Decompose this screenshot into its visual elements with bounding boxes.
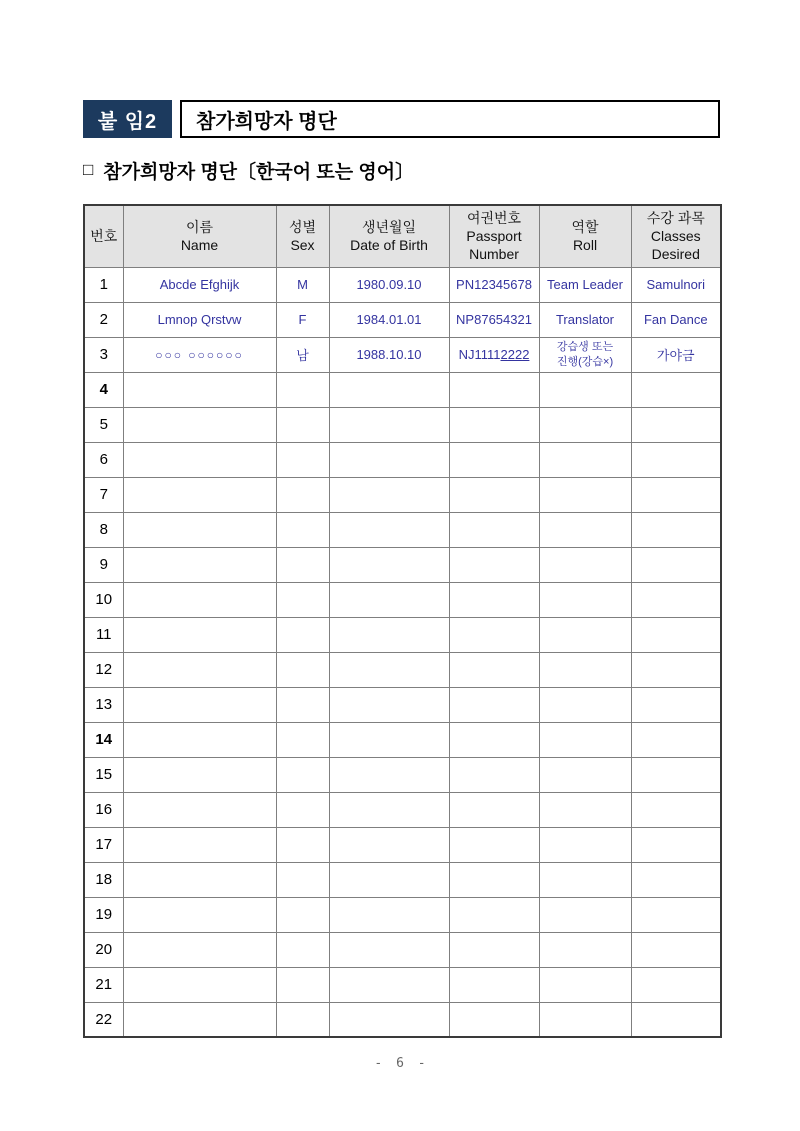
cell-dob [329,897,449,932]
table-header-row [84,205,721,267]
cell-sex [276,442,329,477]
cell-no: 16 [84,792,123,827]
cell-classes: Fan Dance [631,302,721,337]
cell-no: 10 [84,582,123,617]
cell-sex [276,1002,329,1037]
cell-roll [539,582,631,617]
cell-sex [276,652,329,687]
cell-roll [539,407,631,442]
cell-classes [631,862,721,897]
cell-classes [631,512,721,547]
cell-passport [449,967,539,1002]
cell-roll [539,652,631,687]
header-cell-name: 이름 Name [123,205,276,267]
cell-roll [539,477,631,512]
cell-dob [329,1002,449,1037]
cell-dob: 1980.09.10 [329,267,449,302]
cell-passport [449,862,539,897]
cell-dob [329,722,449,757]
cell-no: 4 [84,372,123,407]
section-heading [83,157,414,184]
cell-name [123,827,276,862]
table-row [84,932,721,967]
cell-name [123,862,276,897]
cell-dob [329,582,449,617]
cell-dob [329,372,449,407]
cell-sex [276,792,329,827]
cell-sex [276,687,329,722]
cell-sex [276,372,329,407]
cell-sex [276,967,329,1002]
cell-no: 11 [84,617,123,652]
cell-roll [539,932,631,967]
table-row [84,477,721,512]
cell-classes [631,932,721,967]
cell-name [123,1002,276,1037]
cell-passport [449,512,539,547]
cell-roll [539,372,631,407]
attachment-title-box: 참가희망자 명단 [180,100,720,138]
cell-no: 8 [84,512,123,547]
cell-roll [539,757,631,792]
cell-no: 15 [84,757,123,792]
cell-classes [631,687,721,722]
cell-sex [276,407,329,442]
cell-sex [276,897,329,932]
header-cell-pass: 여권번호 Passport Number [449,205,539,267]
cell-classes [631,792,721,827]
cell-sex [276,757,329,792]
cell-passport [449,442,539,477]
cell-name: Abcde Efghijk [123,267,276,302]
cell-dob [329,967,449,1002]
table-row [84,687,721,722]
cell-dob: 1988.10.10 [329,337,449,372]
cell-passport [449,477,539,512]
table-row [84,372,721,407]
cell-roll [539,442,631,477]
cell-roll [539,792,631,827]
table-row [84,582,721,617]
cell-passport [449,372,539,407]
table-row [84,267,721,302]
cell-no: 18 [84,862,123,897]
cell-classes [631,1002,721,1037]
table-row [84,757,721,792]
cell-sex [276,827,329,862]
cell-roll [539,687,631,722]
cell-name [123,652,276,687]
cell-sex: M [276,267,329,302]
header-cell-no: 번호 [84,205,123,267]
cell-passport [449,897,539,932]
cell-dob [329,862,449,897]
cell-sex [276,862,329,897]
cell-sex [276,512,329,547]
table-body [84,267,721,1037]
cell-passport [449,757,539,792]
cell-dob [329,547,449,582]
cell-roll [539,722,631,757]
cell-roll: Team Leader [539,267,631,302]
cell-name [123,932,276,967]
table-row [84,302,721,337]
participant-roster-table [83,204,722,1038]
table-row [84,512,721,547]
cell-passport [449,722,539,757]
cell-sex [276,547,329,582]
cell-sex: F [276,302,329,337]
cell-dob [329,617,449,652]
cell-roll [539,617,631,652]
table-row [84,1002,721,1037]
table-row [84,337,721,372]
cell-passport [449,827,539,862]
cell-classes: 가야금 [631,337,721,372]
cell-dob [329,442,449,477]
cell-name [123,792,276,827]
cell-dob [329,827,449,862]
cell-sex [276,617,329,652]
cell-no: 17 [84,827,123,862]
cell-roll [539,512,631,547]
attachment-header [83,100,720,138]
cell-name [123,897,276,932]
cell-classes [631,897,721,932]
cell-sex [276,477,329,512]
header-cell-roll: 역할 Roll [539,205,631,267]
cell-name [123,407,276,442]
cell-roll [539,1002,631,1037]
cell-name [123,547,276,582]
cell-name [123,757,276,792]
table-row [84,547,721,582]
cell-no: 7 [84,477,123,512]
cell-no: 5 [84,407,123,442]
cell-passport [449,792,539,827]
cell-name [123,582,276,617]
cell-roll [539,547,631,582]
cell-name [123,512,276,547]
cell-no: 19 [84,897,123,932]
cell-passport [449,687,539,722]
cell-no: 22 [84,1002,123,1037]
table-row [84,652,721,687]
cell-name [123,617,276,652]
cell-classes [631,617,721,652]
cell-passport [449,547,539,582]
cell-roll: Translator [539,302,631,337]
square-bullet-icon: □ [83,159,94,179]
cell-no: 3 [84,337,123,372]
cell-classes [631,407,721,442]
table-row [84,862,721,897]
table-header [84,205,721,267]
cell-no: 13 [84,687,123,722]
cell-no: 6 [84,442,123,477]
cell-roll [539,967,631,1002]
cell-roll [539,897,631,932]
table-row [84,722,721,757]
cell-roll [539,862,631,897]
cell-no: 1 [84,267,123,302]
cell-name [123,722,276,757]
table-row [84,442,721,477]
header-cell-dob: 생년월일 Date of Birth [329,205,449,267]
cell-dob [329,757,449,792]
cell-dob [329,687,449,722]
cell-roll [539,827,631,862]
cell-sex [276,582,329,617]
cell-sex [276,932,329,967]
cell-dob [329,407,449,442]
table-row [84,897,721,932]
section-heading-text: 참가희망자 명단〔한국어 또는 영어〕 [103,162,415,183]
cell-classes [631,722,721,757]
cell-passport [449,1002,539,1037]
cell-name [123,372,276,407]
page-number: - 6 - [374,1056,429,1071]
header-cell-sex: 성별 Sex [276,205,329,267]
cell-classes [631,547,721,582]
cell-no: 9 [84,547,123,582]
cell-passport [449,582,539,617]
cell-classes [631,442,721,477]
table-row [84,792,721,827]
cell-passport [449,932,539,967]
cell-classes [631,372,721,407]
cell-dob: 1984.01.01 [329,302,449,337]
cell-passport [449,407,539,442]
attachment-badge: 붙 임2 [83,100,172,138]
cell-no: 14 [84,722,123,757]
cell-dob [329,792,449,827]
cell-name: Lmnop Qrstvw [123,302,276,337]
cell-classes: Samulnori [631,267,721,302]
cell-classes [631,582,721,617]
cell-passport: PN12345678 [449,267,539,302]
cell-sex [276,722,329,757]
cell-dob [329,477,449,512]
cell-dob [329,652,449,687]
table-row [84,407,721,442]
cell-name [123,967,276,1002]
cell-classes [631,757,721,792]
cell-passport: NJ11112222 [449,337,539,372]
cell-name [123,442,276,477]
cell-sex: 남 [276,337,329,372]
cell-name [123,477,276,512]
cell-no: 2 [84,302,123,337]
cell-passport [449,617,539,652]
header-cell-class: 수강 과목 Classes Desired [631,205,721,267]
cell-passport: NP87654321 [449,302,539,337]
table-row [84,827,721,862]
cell-no: 20 [84,932,123,967]
table-row [84,617,721,652]
cell-dob [329,512,449,547]
cell-name: ○○○ ○○○○○○ [123,337,276,372]
cell-classes [631,652,721,687]
cell-roll: 강습생 또는 진행(강습×) [539,337,631,372]
cell-classes [631,827,721,862]
cell-passport [449,652,539,687]
cell-dob [329,932,449,967]
cell-name [123,687,276,722]
cell-no: 12 [84,652,123,687]
table-row [84,967,721,1002]
cell-classes [631,967,721,1002]
cell-no: 21 [84,967,123,1002]
cell-classes [631,477,721,512]
